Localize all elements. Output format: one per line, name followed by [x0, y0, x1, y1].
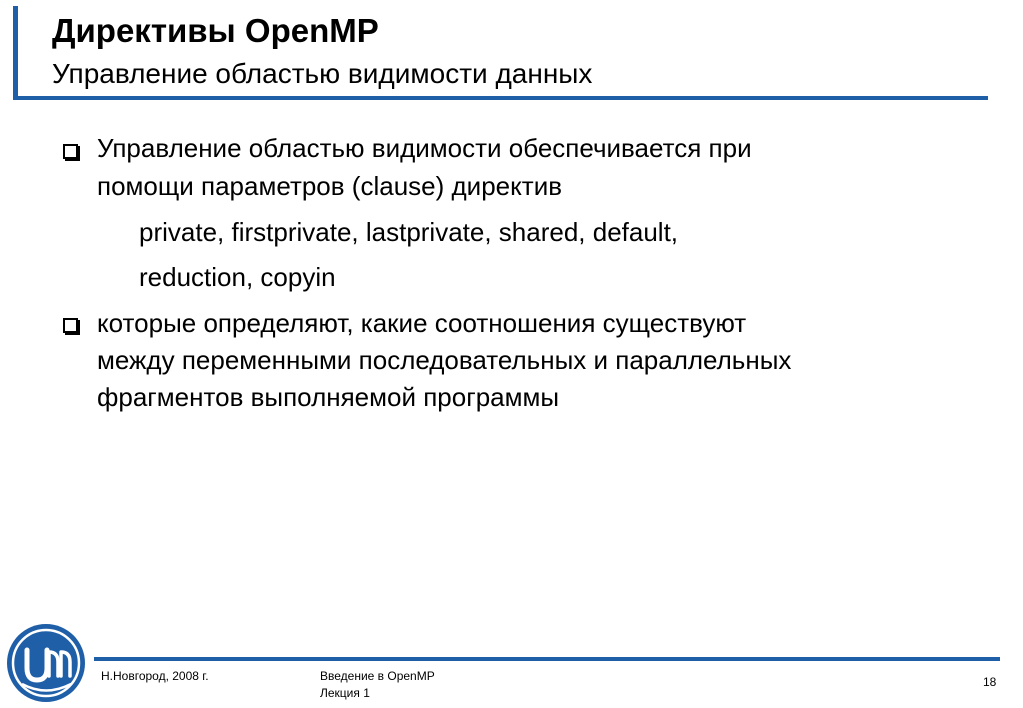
footer-course-title: Введение в OpenMP	[320, 669, 435, 683]
bullet-1-line-2: помощи параметров (clause) директив	[97, 171, 563, 201]
slide-title: Директивы OpenMP	[52, 12, 379, 49]
footer-divider	[94, 657, 1000, 661]
unn-logo-icon	[5, 622, 87, 704]
bullet-1-line-1: Управление областью видимости обеспечивается при	[97, 133, 752, 163]
footer-lecture: Лекция 1	[320, 686, 370, 700]
bullet-2-line-1: которые определяют, какие соотношения существуют	[97, 308, 747, 338]
bullet-1-sub-line-1: private, firstprivate, lastprivate, shared, default,	[139, 217, 679, 247]
bullet-square-icon	[63, 318, 78, 333]
page-number: 18	[983, 675, 997, 689]
bullet-square-icon	[63, 144, 78, 159]
slide-subtitle: Управление областью видимости данных	[52, 58, 593, 89]
bullet-2-line-3: фрагментов выполняемой программы	[97, 382, 560, 412]
bullet-2-line-2: между переменными последовательных и параллельных	[97, 345, 792, 375]
bullet-1-sub-line-2: reduction, copyin	[139, 262, 336, 292]
footer-location-date: Н.Новгород, 2008 г.	[101, 669, 209, 683]
